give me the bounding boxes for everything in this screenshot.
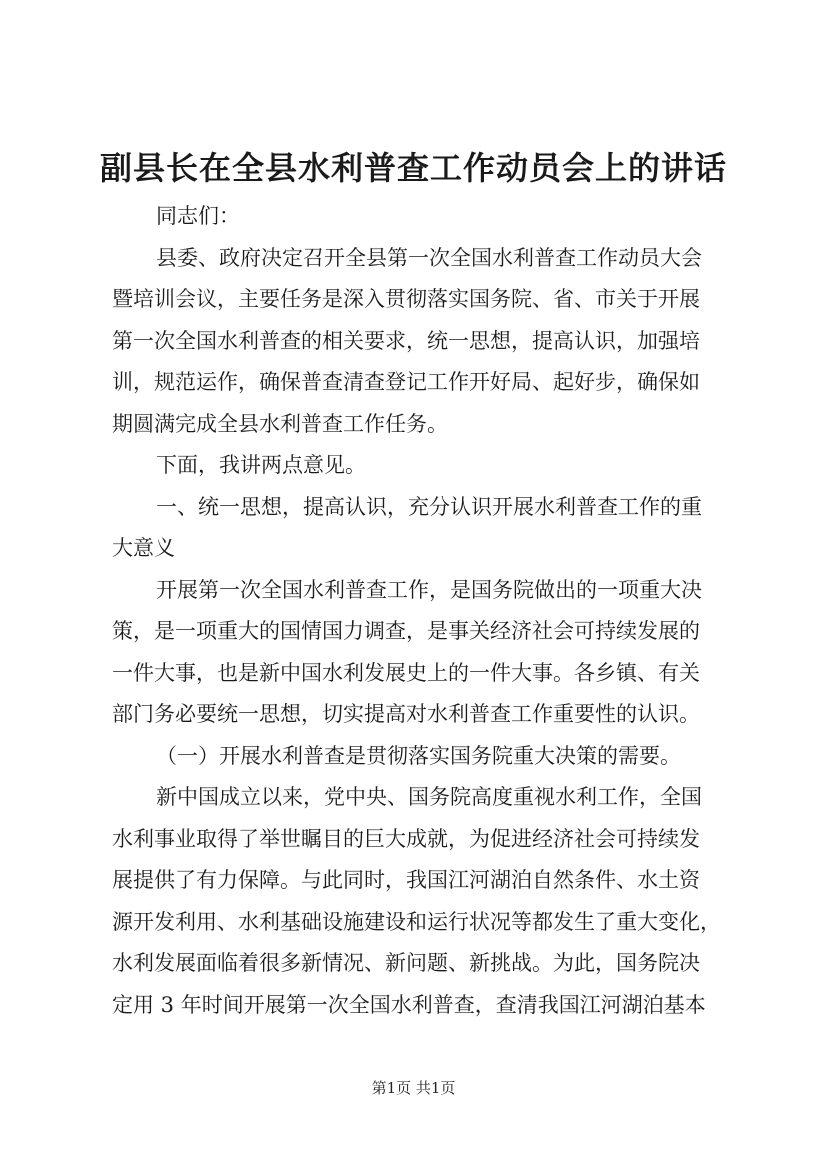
body-line: 一件大事，也是新中国水利发展史上的一件大事。各乡镇、有关 [112, 660, 700, 685]
body-line: 暨培训会议，主要任务是深入贯彻落实国务院、省、市关于开展 [112, 287, 700, 311]
body-line: 开展第一次全国水利普查工作，是国务院做出的一项重大决 [156, 577, 702, 602]
body-line: 县委、政府决定召开全县第一次全国水利普查工作动员大会 [156, 245, 702, 270]
body-line: 训，规范运作，确保普查清查登记工作开好局、起好步，确保如 [112, 370, 700, 394]
body-line: 新中国成立以来，党中央、国务院高度重视水利工作，全国 [156, 785, 702, 809]
body-line: 期圆满完成全县水利普查工作任务。 [112, 411, 448, 436]
body-line: 水利发展面临着很多新情况、新问题、新挑战。为此，国务院决 [112, 951, 700, 975]
body-line: 水利事业取得了举世瞩目的巨大成就，为促进经济社会可持续发 [112, 826, 700, 851]
section-heading: 一、统一思想，提高认识，充分认识开展水利普查工作的重 [156, 494, 702, 519]
body-line: 策，是一项重大的国情国力调查，是事关经济社会可持续发展的 [112, 619, 700, 643]
salutation-line: 同志们： [156, 204, 240, 228]
section-heading: 大意义 [112, 536, 175, 560]
page-number: 第1页 共1页 [371, 1079, 456, 1097]
body-line: 源开发利用、水利基础设施建设和运行状况等都发生了重大变化， [112, 909, 721, 934]
body-line: 下面，我讲两点意见。 [156, 453, 366, 477]
body-line: 部门务必要统一思想，切实提高对水利普查工作重要性的认识。 [112, 702, 700, 726]
body-line: 定用 3 年时间开展第一次全国水利普查，查清我国江河湖泊基本 [112, 992, 706, 1017]
body-line: 第一次全国水利普查的相关要求，统一思想，提高认识，加强培 [112, 328, 700, 353]
document-body [112, 196, 724, 1026]
body-line: 展提供了有力保障。与此同时，我国江河湖泊自然条件、水土资 [112, 868, 700, 892]
document-title: 副县长在全县水利普查工作动员会上的讲话 [99, 149, 727, 187]
subsection-heading: （一）开展水利普查是贯彻落实国务院重大决策的需要。 [156, 743, 681, 768]
